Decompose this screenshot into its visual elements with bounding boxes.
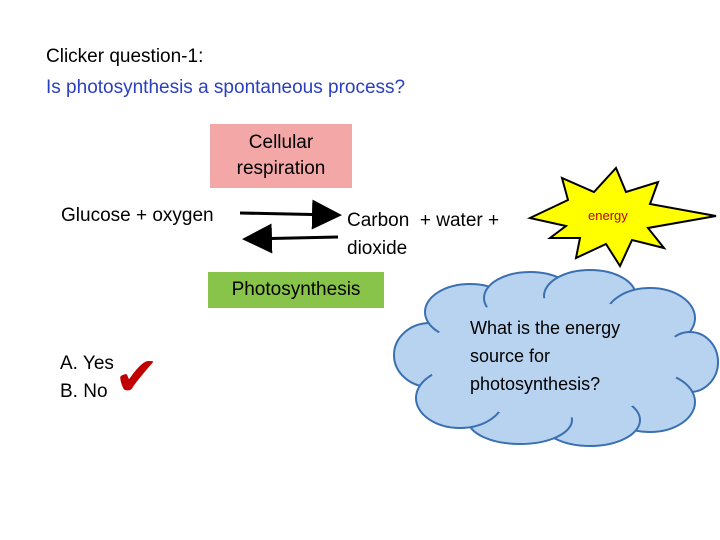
question-label: Clicker question-1:	[46, 46, 204, 67]
products-label	[347, 207, 547, 263]
answer-options	[60, 350, 114, 406]
question-text: Is photosynthesis a spontaneous process?	[46, 77, 406, 98]
cellular-respiration-box: Cellular respiration	[210, 124, 352, 188]
cloud-question-text: What is the energy source for photosynthesis?	[470, 318, 621, 394]
reverse-arrow	[248, 237, 338, 239]
photosynthesis-box: Photosynthesis	[208, 272, 384, 308]
products-line1: Carbon + water +	[347, 210, 500, 231]
forward-arrow	[240, 213, 336, 215]
answer-b[interactable]: B. No	[60, 381, 108, 402]
energy-label: energy	[588, 208, 628, 223]
reactants-label: Glucose + oxygen	[61, 205, 214, 226]
products-line2: dioxide	[347, 238, 408, 259]
answer-a[interactable]: A. Yes	[60, 353, 114, 374]
checkmark-icon: ✔	[114, 347, 160, 407]
